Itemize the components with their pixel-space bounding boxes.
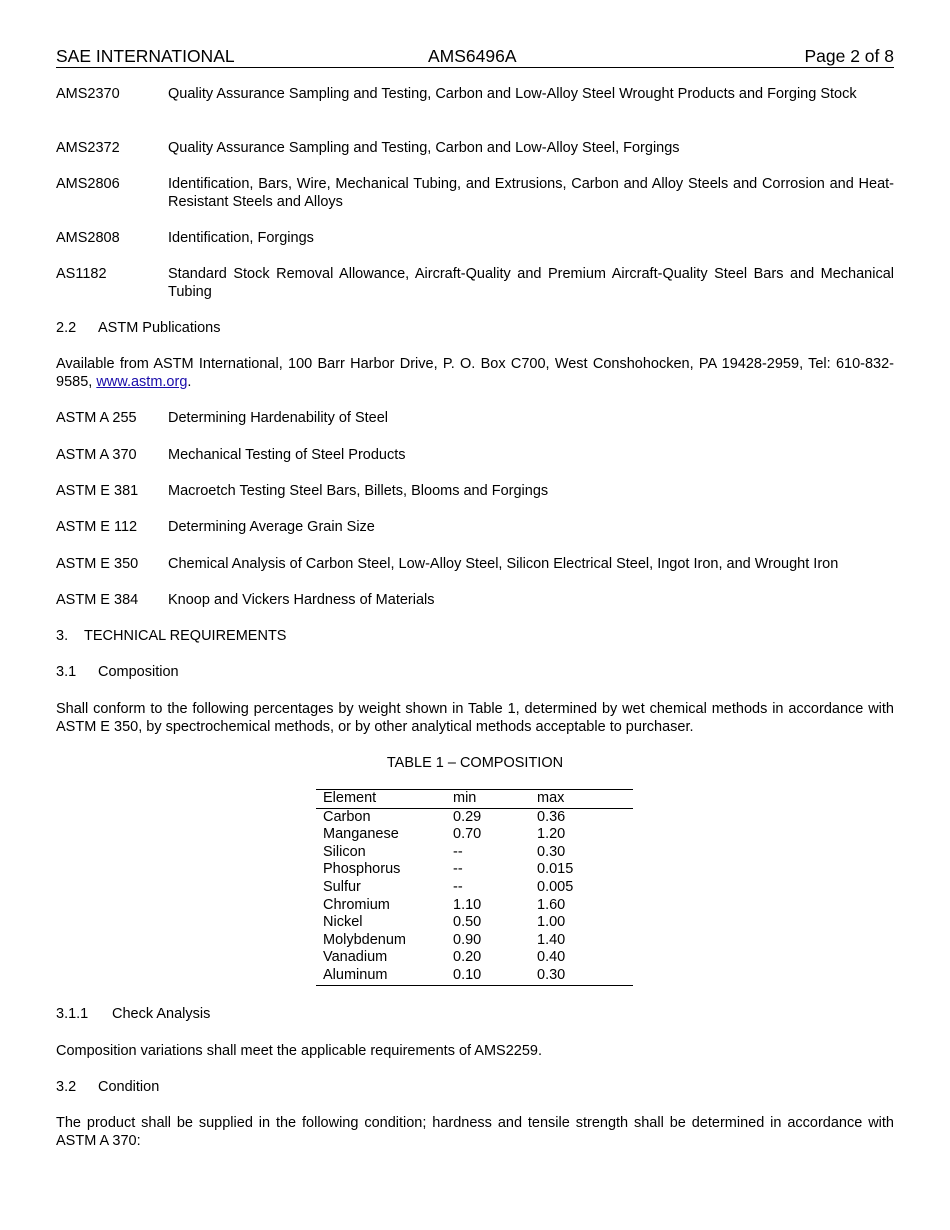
reference-item [56,85,894,103]
max-cell: 0.36 [537,808,566,825]
reference-item [56,265,894,301]
min-cell: 0.20 [453,949,482,966]
element-cell: Silicon [323,843,366,860]
section-number: 2.2 [56,320,77,336]
element-cell: Vanadium [323,949,388,966]
column-header-max: max [537,790,565,806]
reference-item [56,175,894,211]
composition-table [316,789,633,986]
reference-code: ASTM E 384 [56,592,139,608]
page-header [56,45,894,68]
availability-trailing: . [187,374,192,390]
section-title: ASTM Publications [98,320,221,336]
reference-item [56,591,894,609]
table-row [316,914,633,932]
reference-code: ASTM A 255 [56,410,137,426]
element-cell: Sulfur [323,878,361,895]
table-row [316,949,633,967]
reference-title: Standard Stock Removal Allowance, Aircraft-Quality and Premium Aircraft-Quality Steel Bars and Mechanical Tubing [168,266,894,300]
reference-code: AMS2370 [56,86,120,102]
element-cell: Manganese [323,826,399,843]
table-row [316,932,633,950]
header-page-number: Page 2 of 8 [804,46,894,66]
reference-item [56,482,894,500]
max-cell: 0.30 [537,966,566,983]
table-row [316,844,633,862]
reference-code: ASTM E 350 [56,556,139,572]
reference-code: ASTM E 381 [56,483,139,499]
reference-item [56,229,894,247]
condition-paragraph: The product shall be supplied in the following condition; hardness and tensile strength shall be determined in accordance with ASTM A 370: [56,1115,894,1149]
reference-code: AMS2806 [56,176,120,192]
min-cell: 0.29 [453,808,482,825]
section-title: Check Analysis [112,1006,211,1022]
max-cell: 0.30 [537,843,566,860]
min-cell: 0.50 [453,914,482,931]
max-cell: 0.40 [537,949,566,966]
min-cell: 1.10 [453,896,482,913]
reference-item [56,139,894,157]
reference-code: ASTM E 112 [56,519,138,535]
section-number: 3.1.1 [56,1006,89,1022]
section-title: TECHNICAL REQUIREMENTS [84,628,287,644]
reference-title: Identification, Bars, Wire, Mechanical Tubing, and Extrusions, Carbon and Alloy Steels and Corrosion and Heat-Resistant Steels and Alloys [168,176,894,210]
section-number: 3.2 [56,1079,77,1095]
table-row [316,808,633,826]
element-cell: Nickel [323,914,363,931]
max-cell: 1.00 [537,914,566,931]
reference-title: Macroetch Testing Steel Bars, Billets, Blooms and Forgings [168,483,549,499]
section-title: Composition [98,664,179,680]
reference-code: ASTM A 370 [56,447,137,463]
max-cell: 0.015 [537,861,574,878]
section-number: 3. [56,628,69,644]
column-header-min: min [453,790,477,806]
reference-title: Determining Hardenability of Steel [168,410,389,426]
min-cell: 0.10 [453,966,482,983]
reference-title: Knoop and Vickers Hardness of Materials [168,592,435,608]
table-caption: TABLE 1 – COMPOSITION [386,755,564,771]
element-cell: Carbon [323,808,371,825]
reference-code: AS1182 [56,266,107,282]
column-header-element: Element [323,790,377,806]
element-cell: Phosphorus [323,861,401,878]
reference-title: Chemical Analysis of Carbon Steel, Low-Alloy Steel, Silicon Electrical Steel, Ingot Iron, and Wrought Iron [168,556,839,572]
availability-text: Available from ASTM International, 100 Barr Harbor Drive, P. O. Box C700, West Conshohocken, PA 19428-2959, Tel: 610-832-9585, [56,356,894,390]
min-cell: -- [453,878,463,895]
reference-item [56,409,894,427]
table-row [316,879,633,897]
header-org: SAE INTERNATIONAL [56,46,235,66]
min-cell: 0.70 [453,826,482,843]
section-heading-2-2 [56,319,221,337]
max-cell: 1.60 [537,896,566,913]
element-cell: Aluminum [323,966,388,983]
reference-title: Quality Assurance Sampling and Testing, Carbon and Low-Alloy Steel Wrought Products and Forging Stock [168,86,857,102]
max-cell: 1.40 [537,931,566,948]
reference-title: Quality Assurance Sampling and Testing, Carbon and Low-Alloy Steel, Forgings [168,140,680,156]
max-cell: 0.005 [537,878,574,895]
table-row [316,967,633,985]
section-heading-3-1 [56,663,179,681]
element-cell: Chromium [323,896,390,913]
min-cell: 0.90 [453,931,482,948]
reference-code: AMS2372 [56,140,120,156]
check-analysis-paragraph: Composition variations shall meet the applicable requirements of AMS2259. [56,1043,543,1059]
reference-title: Identification, Forgings [168,230,314,246]
reference-item [56,446,894,464]
min-cell: -- [453,843,463,860]
section-number: 3.1 [56,664,77,680]
astm-website-link[interactable]: www.astm.org [96,374,188,390]
section-heading-3-2 [56,1078,159,1096]
header-doc-id: AMS6496A [428,46,517,66]
section-heading-3-1-1 [56,1005,210,1023]
reference-title: Determining Average Grain Size [168,519,375,535]
table-row [316,861,633,879]
composition-paragraph: Shall conform to the following percentages by weight shown in Table 1, determined by wet chemical methods in accordance with ASTM E 350, by spectrochemical methods, or by other analytical methods acceptable to purchaser. [56,701,894,735]
section-heading-3 [56,627,286,645]
section-title: Condition [98,1079,160,1095]
reference-item [56,518,894,536]
table-row [316,897,633,915]
reference-title: Mechanical Testing of Steel Products [168,447,406,463]
astm-availability-paragraph [56,355,894,391]
table-header-row [316,790,633,809]
max-cell: 1.20 [537,826,566,843]
table-row [316,826,633,844]
reference-item [56,555,894,573]
reference-code: AMS2808 [56,230,120,246]
min-cell: -- [453,861,463,878]
element-cell: Molybdenum [323,931,407,948]
